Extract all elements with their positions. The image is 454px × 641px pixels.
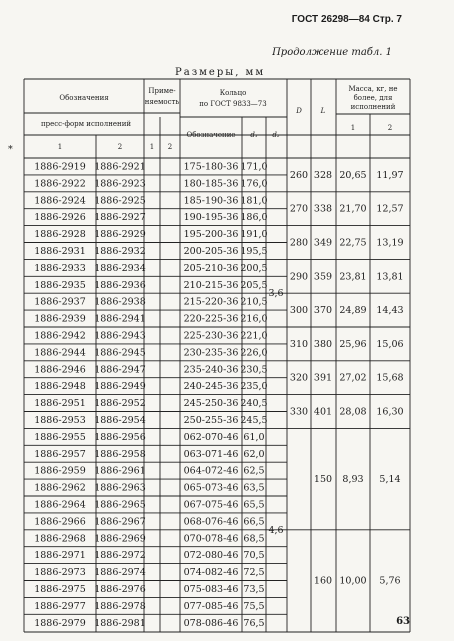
L-cell: 401 xyxy=(313,406,333,418)
designation-2-cell: 1886-2923 xyxy=(94,178,146,190)
mass-1-cell: 21,70 xyxy=(339,203,367,215)
designation-1-cell: 1886-2931 xyxy=(34,245,86,257)
designation-1-cell: 1886-2957 xyxy=(34,448,86,460)
designation-1-cell: 1886-2979 xyxy=(34,617,86,629)
D-cell: 280 xyxy=(289,237,309,249)
continuation-label: Продолжение табл. 1 xyxy=(272,47,392,58)
ring-designation-cell: 210-215-36 xyxy=(183,279,239,291)
designation-2-cell: 1886-2981 xyxy=(94,617,146,629)
header-ring-designation: Обозначение xyxy=(186,131,236,139)
d1-cell: 65,5 xyxy=(243,499,265,511)
designation-1-cell: 1886-2935 xyxy=(34,279,86,291)
ring-designation-cell: 175-180-36 xyxy=(183,161,239,173)
ring-designation-cell: 064-072-46 xyxy=(183,465,239,477)
mass-2-cell: 13,19 xyxy=(376,237,404,249)
L-cell: 328 xyxy=(313,169,333,181)
designation-1-cell: 1886-2975 xyxy=(34,583,86,595)
header-D: D xyxy=(296,107,302,115)
header-designation: Обозначения xyxy=(59,94,109,102)
d2-cell: 4,6 xyxy=(268,524,284,536)
header-mass-3: исполнений xyxy=(350,103,396,111)
L-cell: 370 xyxy=(313,305,333,317)
standard-header: ГОСТ 26298—84 Стр. 7 xyxy=(291,14,402,25)
designation-2-cell: 1886-2963 xyxy=(94,482,146,494)
header-L: L xyxy=(320,107,326,115)
d1-cell: 210,5 xyxy=(240,296,268,308)
designation-2-cell: 1886-2974 xyxy=(94,567,146,579)
designation-2-cell: 1886-2949 xyxy=(94,381,146,393)
designation-2-cell: 1886-2927 xyxy=(94,212,146,224)
designation-2-cell: 1886-2969 xyxy=(94,533,146,545)
d1-cell: 63,5 xyxy=(243,482,265,494)
L-cell: 150 xyxy=(313,474,333,486)
mass-1-cell: 27,02 xyxy=(339,372,367,384)
designation-1-cell: 1886-2971 xyxy=(34,550,86,562)
table-body xyxy=(34,161,403,628)
designation-2-cell: 1886-2932 xyxy=(94,245,146,257)
designation-2-cell: 1886-2936 xyxy=(94,279,146,291)
header-mass-num-2: 2 xyxy=(387,124,393,132)
ring-designation-cell: 067-075-46 xyxy=(183,499,239,511)
header-mass-1: Масса, кг, не xyxy=(348,85,398,93)
side-mark: * xyxy=(8,144,13,155)
L-cell: 359 xyxy=(313,271,333,283)
designation-1-cell: 1886-2944 xyxy=(34,347,86,359)
designation-1-cell: 1886-2962 xyxy=(34,482,86,494)
d1-cell: 62,0 xyxy=(243,448,265,460)
designation-1-cell: 1886-2964 xyxy=(34,499,86,511)
d1-cell: 75,5 xyxy=(243,600,265,612)
ring-designation-cell: 072-080-46 xyxy=(183,550,239,562)
d1-cell: 221,0 xyxy=(240,330,268,342)
designation-1-cell: 1886-2922 xyxy=(34,178,86,190)
ring-designation-cell: 180-185-36 xyxy=(183,178,239,190)
D-cell: 330 xyxy=(289,406,309,418)
header-applicability-2: няемость xyxy=(144,98,180,106)
d1-cell: 76,5 xyxy=(243,617,265,629)
D-cell: 320 xyxy=(289,372,309,384)
designation-1-cell: 1886-2946 xyxy=(34,364,86,376)
ring-designation-cell: 200-205-36 xyxy=(183,245,239,257)
designation-1-cell: 1886-2928 xyxy=(34,229,86,241)
designation-1-cell: 1886-2933 xyxy=(34,262,86,274)
designation-2-cell: 1886-2967 xyxy=(94,516,146,528)
mass-1-cell: 10,00 xyxy=(339,575,367,587)
header-mass-2: более, для xyxy=(353,94,393,102)
designation-2-cell: 1886-2961 xyxy=(94,465,146,477)
d1-cell: 61,0 xyxy=(243,431,265,443)
ring-designation-cell: 195-200-36 xyxy=(183,229,239,241)
mass-1-cell: 22,75 xyxy=(339,237,367,249)
designation-2-cell: 1886-2921 xyxy=(94,161,146,173)
L-cell: 380 xyxy=(313,338,333,350)
header-mass-num-1: 1 xyxy=(350,124,356,132)
d1-cell: 235,0 xyxy=(240,381,268,393)
d1-cell: 186,0 xyxy=(240,212,268,224)
designation-1-cell: 1886-2966 xyxy=(34,516,86,528)
mass-2-cell: 13,81 xyxy=(376,271,404,283)
d1-cell: 68,5 xyxy=(243,533,265,545)
ring-designation-cell: 068-076-46 xyxy=(183,516,239,528)
ring-designation-cell: 230-235-36 xyxy=(183,347,239,359)
designation-1-cell: 1886-2973 xyxy=(34,567,86,579)
designation-1-cell: 1886-2959 xyxy=(34,465,86,477)
ring-designation-cell: 078-086-46 xyxy=(183,617,239,629)
designation-1-cell: 1886-2977 xyxy=(34,600,86,612)
designation-2-cell: 1886-2976 xyxy=(94,583,146,595)
d1-cell: 62,5 xyxy=(243,465,265,477)
L-cell: 160 xyxy=(313,575,333,587)
designation-2-cell: 1886-2954 xyxy=(94,414,146,426)
designation-1-cell: 1886-2919 xyxy=(34,161,86,173)
D-cell: 270 xyxy=(289,203,309,215)
designation-2-cell: 1886-2956 xyxy=(94,431,146,443)
designation-2-cell: 1886-2938 xyxy=(94,296,146,308)
ring-designation-cell: 190-195-36 xyxy=(183,212,239,224)
d1-cell: 240,5 xyxy=(240,398,268,410)
D-cell: 260 xyxy=(289,169,309,181)
D-cell: 290 xyxy=(289,271,309,283)
d1-cell: 230,5 xyxy=(240,364,268,376)
ring-designation-cell: 065-073-46 xyxy=(183,482,239,494)
designation-1-cell: 1886-2937 xyxy=(34,296,86,308)
mass-2-cell: 14,43 xyxy=(376,305,404,317)
mass-2-cell: 5,14 xyxy=(379,474,401,486)
L-cell: 391 xyxy=(313,372,333,384)
ring-designation-cell: 062-070-46 xyxy=(183,431,239,443)
ring-designation-cell: 215-220-36 xyxy=(183,296,239,308)
mass-1-cell: 23,81 xyxy=(339,271,367,283)
ring-designation-cell: 250-255-36 xyxy=(183,414,239,426)
ring-designation-cell: 070-078-46 xyxy=(183,533,239,545)
header-applicability-1: Приме- xyxy=(148,87,176,95)
ring-designation-cell: 220-225-36 xyxy=(183,313,239,325)
table-header-labels xyxy=(41,85,398,151)
ring-designation-cell: 075-083-46 xyxy=(183,583,239,595)
d1-cell: 191,0 xyxy=(240,229,268,241)
ring-designation-cell: 185-190-36 xyxy=(183,195,239,207)
d1-cell: 66,5 xyxy=(243,516,265,528)
designation-1-cell: 1886-2968 xyxy=(34,533,86,545)
designation-2-cell: 1886-2978 xyxy=(94,600,146,612)
designation-1-cell: 1886-2942 xyxy=(34,330,86,342)
L-cell: 338 xyxy=(313,203,333,215)
d2-cell: 3,6 xyxy=(268,288,284,300)
designation-2-cell: 1886-2934 xyxy=(94,262,146,274)
designation-2-cell: 1886-2952 xyxy=(94,398,146,410)
designation-1-cell: 1886-2939 xyxy=(34,313,86,325)
designation-2-cell: 1886-2947 xyxy=(94,364,146,376)
d1-cell: 176,0 xyxy=(240,178,268,190)
header-ring-1: Кольцо xyxy=(219,89,247,97)
designation-1-cell: 1886-2926 xyxy=(34,212,86,224)
d1-cell: 171,0 xyxy=(240,161,268,173)
designation-2-cell: 1886-2925 xyxy=(94,195,146,207)
designation-1-cell: 1886-2953 xyxy=(34,414,86,426)
d1-cell: 195,5 xyxy=(240,245,268,257)
designation-2-cell: 1886-2965 xyxy=(94,499,146,511)
d1-cell: 245,5 xyxy=(240,414,268,426)
mass-1-cell: 20,65 xyxy=(339,169,367,181)
designation-2-cell: 1886-2943 xyxy=(94,330,146,342)
d1-cell: 181,0 xyxy=(240,195,268,207)
d1-cell: 200,5 xyxy=(240,262,268,274)
mass-2-cell: 11,97 xyxy=(376,169,404,181)
ring-designation-cell: 240-245-36 xyxy=(183,381,239,393)
d1-cell: 226,0 xyxy=(240,347,268,359)
designation-1-cell: 1886-2951 xyxy=(34,398,86,410)
mass-2-cell: 15,68 xyxy=(376,372,404,384)
header-appl-num-1: 1 xyxy=(149,143,155,151)
D-cell: 310 xyxy=(289,338,309,350)
L-cell: 349 xyxy=(313,237,333,249)
designation-2-cell: 1886-2945 xyxy=(94,347,146,359)
ring-designation-cell: 074-082-46 xyxy=(183,567,239,579)
d1-cell: 205,5 xyxy=(240,279,268,291)
d1-cell: 216,0 xyxy=(240,313,268,325)
d1-cell: 72,5 xyxy=(243,567,265,579)
designation-1-cell: 1886-2955 xyxy=(34,431,86,443)
header-appl-num-2: 2 xyxy=(167,143,173,151)
header-d1: d₁ xyxy=(250,131,258,139)
ring-designation-cell: 205-210-36 xyxy=(183,262,239,274)
mass-1-cell: 24,89 xyxy=(339,305,367,317)
mass-1-cell: 28,08 xyxy=(339,406,367,418)
ring-designation-cell: 235-240-36 xyxy=(183,364,239,376)
mass-1-cell: 25,96 xyxy=(339,338,367,350)
header-ring-2: по ГОСТ 9833—73 xyxy=(199,100,267,108)
header-press-forms: пресс-форм исполнений xyxy=(40,120,132,128)
designation-2-cell: 1886-2941 xyxy=(94,313,146,325)
ring-designation-cell: 063-071-46 xyxy=(183,448,239,460)
mass-1-cell: 8,93 xyxy=(342,474,364,486)
d1-cell: 70,5 xyxy=(243,550,265,562)
designation-2-cell: 1886-2972 xyxy=(94,550,146,562)
mass-2-cell: 16,30 xyxy=(376,406,404,418)
d1-cell: 73,5 xyxy=(243,583,265,595)
ring-designation-cell: 077-085-46 xyxy=(183,600,239,612)
sizes-title: Размеры, мм xyxy=(175,67,266,78)
designation-1-cell: 1886-2924 xyxy=(34,195,86,207)
page-number: 63 xyxy=(396,616,410,627)
mass-2-cell: 5,76 xyxy=(379,575,401,587)
designation-1-cell: 1886-2948 xyxy=(34,381,86,393)
mass-2-cell: 15,06 xyxy=(376,338,404,350)
header-num-1: 1 xyxy=(57,143,63,151)
mass-2-cell: 12,57 xyxy=(376,203,404,215)
D-cell: 300 xyxy=(289,305,309,317)
designation-2-cell: 1886-2958 xyxy=(94,448,146,460)
designation-2-cell: 1886-2929 xyxy=(94,229,146,241)
ring-designation-cell: 225-230-36 xyxy=(183,330,239,342)
header-num-2: 2 xyxy=(117,143,123,151)
ring-designation-cell: 245-250-36 xyxy=(183,398,239,410)
header-d2: d₂ xyxy=(272,131,280,139)
